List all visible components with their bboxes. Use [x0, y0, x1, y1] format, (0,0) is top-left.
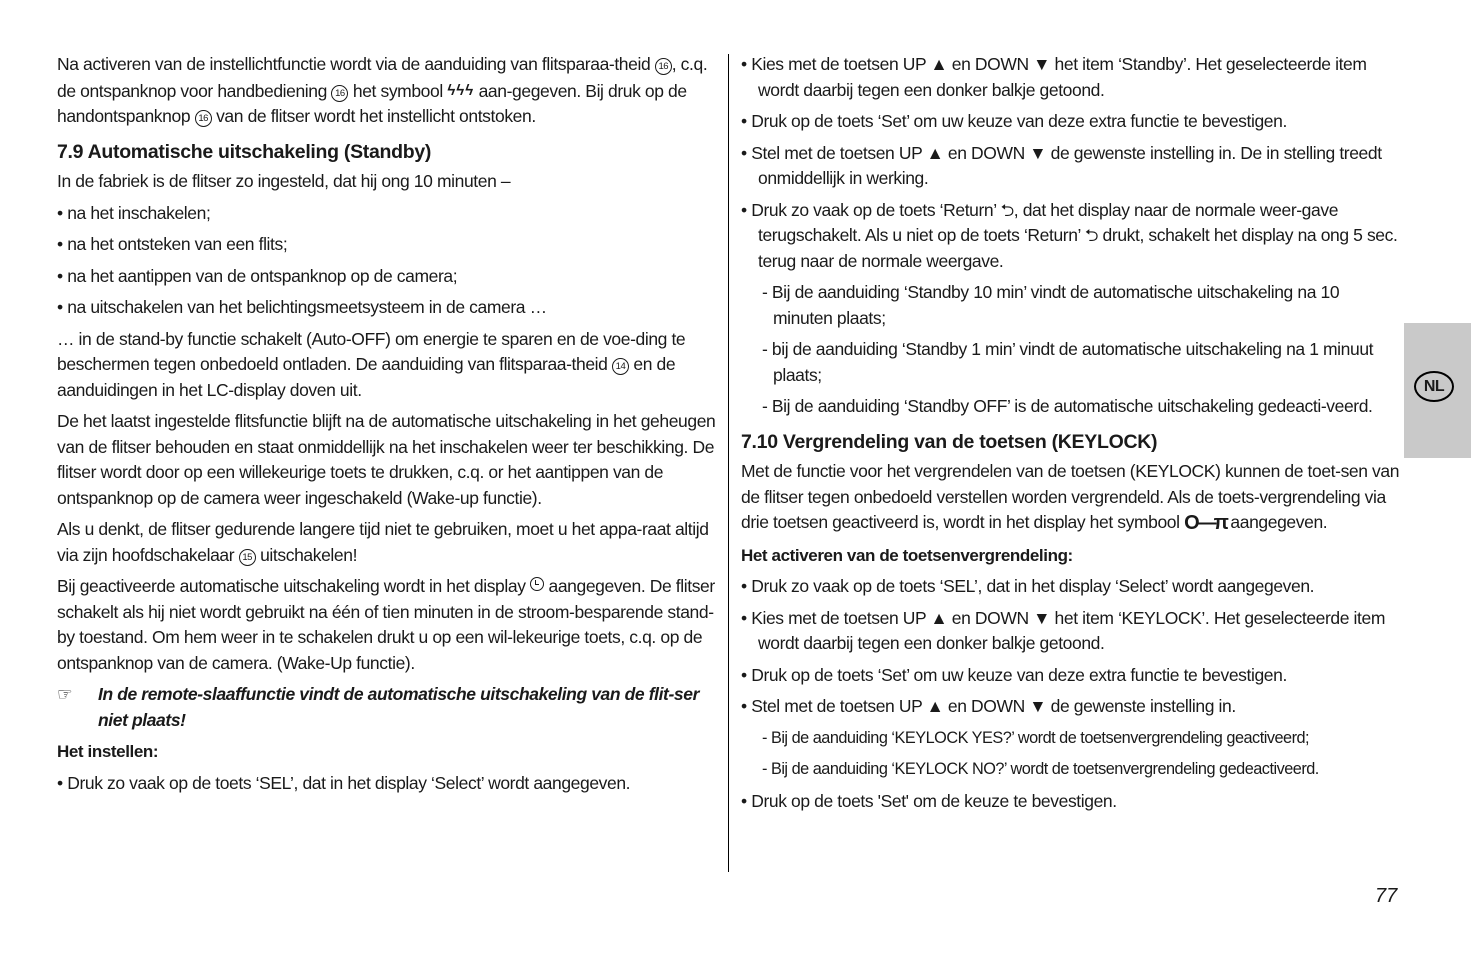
paragraph-activated — [57, 574, 717, 676]
reference-number-14: 14 — [612, 358, 629, 375]
flash-symbol-icon: ϟϟϟ — [447, 81, 475, 99]
paragraph-last-function: De het laatst ingestelde flitsfunctie blijft na de automatische uitschakeling in het geheugen van de flitser behouden en staat onmiddellijk na het inschakelen weer ter beschikking. De flitser wordt door op een willekeurige toets te drukken, c.q. or het aantippen van de ontspanknop op de camera weer ingeschakeld (Wake-up functie). — [57, 411, 716, 508]
standby-clock-icon — [530, 577, 544, 591]
list-item: • Stel met de toetsen UP ▲ en DOWN ▼ de gewenste instelling in. — [741, 694, 1403, 720]
paragraph-factory: In de fabriek is de flitser zo ingesteld, dat hij ong 10 minuten – — [57, 171, 511, 191]
list-item: • na het inschakelen; — [57, 201, 717, 227]
text: drukt, schakelt het display na ong 5 sec. terug naar de normale weergave. — [758, 225, 1398, 271]
text: aan-gegeven. Bij druk op de handontspanknop — [57, 80, 687, 126]
list-item: • Stel met de toetsen UP ▲ en DOWN ▼ de gewenste instelling in. De in stelling treedt onmiddellijk in werking. — [741, 141, 1403, 192]
text: Na activeren van de instellichtfunctie wordt via de aanduiding van flitsparaa-theid — [57, 54, 655, 74]
right-column — [741, 52, 1403, 820]
paragraph-keylock — [741, 459, 1403, 537]
return-icon: ⮌ — [1084, 226, 1099, 245]
reference-number-16: 16 — [195, 110, 212, 127]
list-item: • Kies met de toetsen UP ▲ en DOWN ▼ het item ‘KEYLOCK’. Het geselecteerde item wordt daarbij tegen een donker balkje getoond. — [741, 606, 1403, 657]
paragraph-intro — [57, 52, 717, 130]
reference-number-15: 15 — [239, 549, 256, 566]
return-icon: ⮌ — [1000, 200, 1014, 220]
text: uitschakelen! — [255, 544, 358, 565]
column-divider — [728, 54, 729, 872]
list-item — [741, 198, 1403, 275]
list-item: • Druk op de toets ‘Set’ om uw keuze van deze extra functie te bevestigen. — [741, 109, 1403, 135]
reference-number-16: 16 — [331, 85, 348, 102]
text: , c.q. de ontspanknop voor handbediening — [57, 54, 708, 101]
text: het symbool — [348, 80, 448, 101]
text: en de aanduidingen in het LC-display doven uit. — [57, 354, 676, 400]
paragraph-longer-time — [57, 517, 717, 568]
list-item: • na het ontsteken van een flits; — [57, 232, 717, 258]
subheading-activate: Het activeren van de toetsenvergrendeling: — [741, 545, 1073, 565]
pointing-hand-icon: ☞ — [57, 684, 73, 704]
dash-item: - Bij de aanduiding ‘Standby 10 min’ vindt de automatische uitschakeling na 10 minuten plaats; — [741, 280, 1403, 331]
list-item: • Druk zo vaak op de toets ‘SEL’, dat in het display ‘Select’ wordt aangegeven. — [57, 771, 717, 797]
note — [57, 682, 717, 733]
reference-number-16: 16 — [655, 58, 672, 75]
text: , dat het display naar de normale weer-gave terugschakelt. Als u niet op de toets ‘Return’ — [758, 199, 1339, 245]
left-column — [57, 52, 717, 802]
text: aangegeven. De flitser schakelt als hij niet wordt gebruikt na één of tien minuten in de stroom-besparende stand-by toestand. Om hem weer in te schakelen drukt u op een wil-lekeurige toets, c.q. op de ontspanknop van de camera. (Wake-Up functie). — [57, 576, 715, 673]
key-icon: O—π — [1184, 512, 1226, 534]
list-item: • na uitschakelen van het belichtingsmeetsysteem in de camera … — [57, 295, 717, 321]
paragraph-standby — [57, 327, 717, 404]
list-item: • Druk op de toets ‘Set’ om uw keuze van deze extra functie te bevestigen. — [741, 663, 1403, 689]
subheading-setting: Het instellen: — [57, 742, 159, 761]
list-item: • Druk op de toets 'Set' om de keuze te bevestigen. — [741, 789, 1403, 815]
dash-item: - bij de aanduiding ‘Standby 1 min’ vindt de automatische uitschakeling na 1 minuut plaats; — [741, 337, 1403, 388]
dash-item: - Bij de aanduiding ‘KEYLOCK NO?’ wordt de toetsenvergrendeling gedeactiveerd. — [741, 757, 1403, 783]
text: Bij geactiveerde automatische uitschakeling wordt in het display — [57, 576, 531, 596]
page-number: 77 — [1375, 885, 1398, 907]
dash-item: - Bij de aanduiding ‘KEYLOCK YES?’ wordt de toetsenvergrendeling geactiveerd; — [741, 726, 1403, 752]
dash-item: - Bij de aanduiding ‘Standby OFF’ is de automatische uitschakeling gedeacti-veerd. — [741, 394, 1403, 420]
heading-standby: 7.9 Automatische uitschakeling (Standby) — [57, 140, 432, 163]
language-tab-label: NL — [1414, 371, 1454, 402]
note-text: In de remote-slaaffunctie vindt de automatische uitschakeling van de flit-ser niet plaats! — [98, 684, 699, 730]
text: Druk zo vaak op de toets ‘Return’ — [751, 199, 1001, 220]
list-item: • Kies met de toetsen UP ▲ en DOWN ▼ het item ‘Standby’. Het geselecteerde item wordt daarbij tegen een donker balkje getoond. — [741, 52, 1403, 103]
text: … in de stand-by functie schakelt (Auto-OFF) om energie te sparen en de voe-ding te beschermen tegen onbedoeld ontladen. De aanduiding van flitsparaa-theid — [57, 328, 686, 374]
heading-keylock: 7.10 Vergrendeling van de toetsen (KEYLOCK) — [741, 430, 1158, 453]
list-item: • Druk zo vaak op de toets ‘SEL’, dat in het display ‘Select’ wordt aangegeven. — [741, 574, 1403, 600]
text: Als u denkt, de flitser gedurende langere tijd niet te gebruiken, moet u het appa-raat altijd via zijn hoofdschakelaar — [57, 519, 709, 565]
list-item: • na het aantippen van de ontspanknop op de camera; — [57, 264, 717, 290]
text: van de flitser wordt het instellicht ontstoken. — [211, 106, 536, 126]
text: Met de functie voor het vergrendelen van de toetsen (KEYLOCK) kunnen de toet-sen van de flitser tegen onbedoeld verstellen worden vergrendeld. Als de toets-vergrendeling via drie toetsen geactiveerd is, wordt in het display het symbool — [741, 461, 1400, 532]
text: aangegeven. — [1225, 512, 1328, 532]
